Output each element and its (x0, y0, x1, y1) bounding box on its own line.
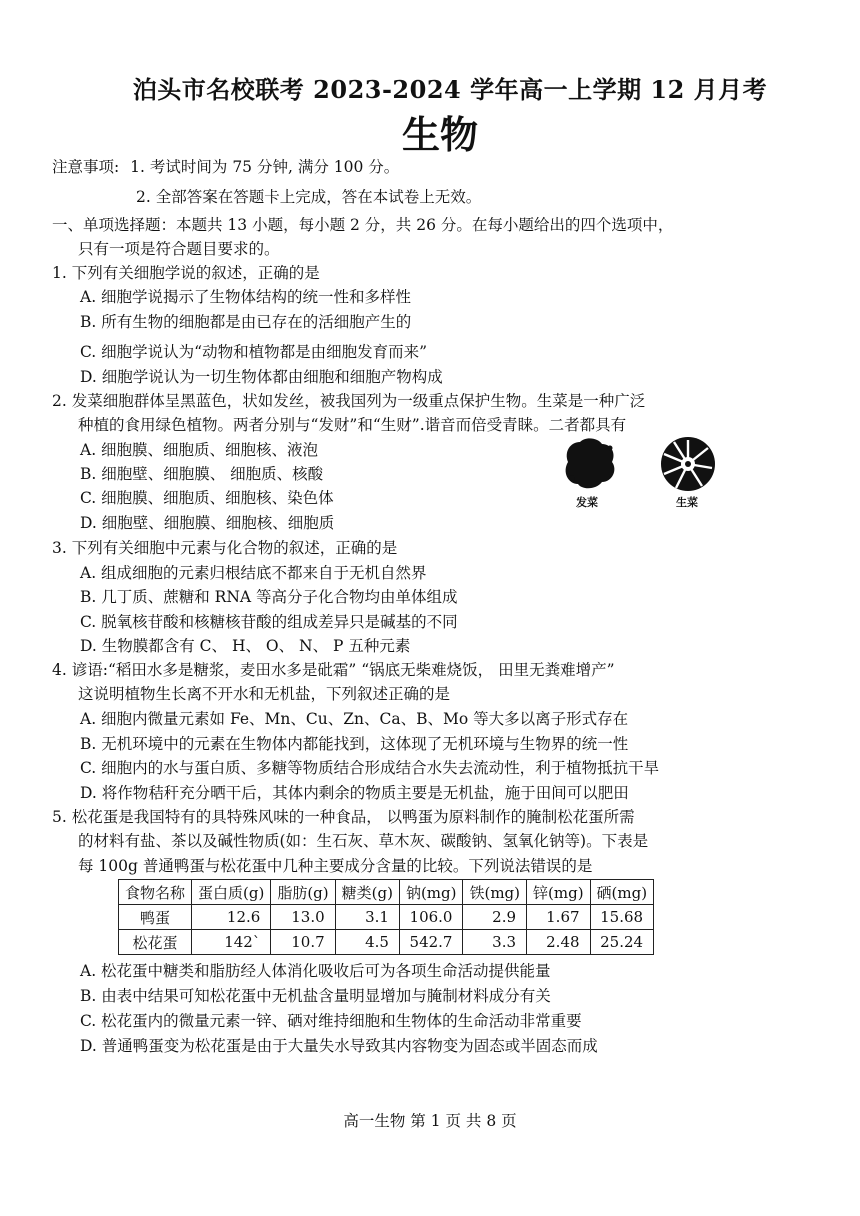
question-3-stem: 3. 下列有关细胞中元素与化合物的叙述，正确的是 (52, 539, 398, 557)
nutrition-table (118, 879, 654, 955)
question-2-option-a: A. 细胞膜、细胞质、细胞核、液泡 (80, 441, 319, 459)
table-row (119, 930, 654, 955)
question-5-option-c: C. 松花蛋内的微量元素一锌、硒对维持细胞和生物体的生命活动非常重要 (80, 1012, 582, 1030)
table-row (119, 905, 654, 930)
table-cell: 3.3 (463, 930, 527, 955)
question-2-stem-cont: 种植的食用绿色植物。两者分别与“发财”和“生财”.谐音而倍受青睐。二者都具有 (78, 416, 627, 434)
question-1-option-b: B. 所有生物的细胞都是由已存在的活细胞产生的 (80, 313, 412, 331)
table-cell: 25.24 (590, 930, 654, 955)
table-cell: 13.0 (271, 905, 335, 930)
question-1-option-d: D. 细胞学说认为一切生物体都由细胞和细胞产物构成 (80, 368, 443, 386)
table-header-cell: 铁(mg) (463, 880, 527, 905)
table-cell: 12.6 (192, 905, 271, 930)
sheng-cai-image (661, 437, 715, 491)
table-header-cell: 硒(mg) (590, 880, 654, 905)
question-2-option-c: C. 细胞膜、细胞质、细胞核、染色体 (80, 489, 334, 507)
fa-cai-image (566, 438, 615, 488)
table-cell: 142` (192, 930, 271, 955)
table-header-cell: 蛋白质(g) (192, 880, 271, 905)
question-4-option-d: D. 将作物秸秆充分晒干后，其体内剩余的物质主要是无机盐，施于田间可以肥田 (80, 784, 629, 802)
question-4-option-c: C. 细胞内的水与蛋白质、多糖等物质结合形成结合水失去流动性，利于植物抵抗干旱 (80, 759, 660, 777)
table-header-cell: 食物名称 (119, 880, 192, 905)
section-heading: 一、单项选择题：本题共 13 小题，每小题 2 分，共 26 分。在每小题给出的四个选项中， (52, 216, 674, 234)
question-5-stem: 5. 松花蛋是我国特有的具特殊风味的一种食品， 以鸭蛋为原料制作的腌制松花蛋所需 (52, 808, 635, 826)
fa-cai-label: 发菜 (576, 496, 598, 509)
question-3-option-a: A. 组成细胞的元素归根结底不都来自于无机自然界 (80, 564, 427, 582)
question-1-option-c: C. 细胞学说认为“动物和植物都是由细胞发育而来” (80, 343, 428, 361)
question-5-stem-cont: 的材料有盐、茶以及碱性物质(如：生石灰、草木灰、碳酸钠、氢氧化钠等)。下表是 (78, 832, 649, 850)
subject-title: 生物 (401, 112, 478, 157)
question-2-option-b: B. 细胞壁、细胞膜、 细胞质、核酸 (80, 465, 324, 483)
page-footer: 高一生物 第 1 页 共 8 页 (343, 1112, 517, 1130)
table-cell: 106.0 (399, 905, 463, 930)
question-5-stem-cont: 每 100g 普通鸭蛋与松花蛋中几种主要成分含量的比较。下列说法错误的是 (78, 857, 593, 875)
table-cell: 1.67 (527, 905, 591, 930)
organism-illustrations (556, 434, 736, 496)
table-header-cell: 脂肪(g) (271, 880, 335, 905)
table-cell: 15.68 (590, 905, 654, 930)
table-cell: 2.9 (463, 905, 527, 930)
notes-line-1 (52, 156, 399, 178)
table-cell: 松花蛋 (119, 930, 192, 955)
table-header-cell: 钠(mg) (399, 880, 463, 905)
note-item: 2. 全部答案在答题卡上完成，答在本试卷上无效。 (136, 188, 482, 206)
question-2-stem: 2. 发菜细胞群体呈黑蓝色，状如发丝，被我国列为一级重点保护生物。生菜是一种广泛 (52, 392, 646, 410)
table-cell: 3.1 (335, 905, 399, 930)
question-3-option-c: C. 脱氧核苷酸和核糖核苷酸的组成差异只是碱基的不同 (80, 613, 458, 631)
question-3-option-b: B. 几丁质、蔗糖和 RNA 等高分子化合物均由单体组成 (80, 588, 458, 606)
nostoc-lettuce-figure (556, 434, 736, 514)
question-4-stem-cont: 这说明植物生长离不开水和无机盐，下列叙述正确的是 (78, 685, 451, 703)
exam-title: 泊头市名校联考 2023-2024 学年高一上学期 12 月月考 (132, 75, 768, 104)
question-1-stem: 1. 下列有关细胞学说的叙述，正确的是 (52, 264, 320, 282)
sheng-cai-label: 生菜 (676, 496, 698, 509)
table-cell: 4.5 (335, 930, 399, 955)
note-item: 1. 考试时间为 75 分钟, 满分 100 分。 (130, 158, 400, 176)
question-4-option-b: B. 无机环境中的元素在生物体内都能找到，这体现了无机环境与生物界的统一性 (80, 735, 629, 753)
question-5-option-b: B. 由表中结果可知松花蛋中无机盐含量明显增加与腌制材料成分有关 (80, 987, 551, 1005)
table-header-cell: 糖类(g) (335, 880, 399, 905)
question-3-option-d: D. 生物膜都含有 C、 H、 O、 N、 P 五种元素 (80, 637, 411, 655)
question-4-option-a: A. 细胞内微量元素如 Fe、Mn、Cu、Zn、Ca、B、Mo 等大多以离子形式存在 (80, 710, 629, 728)
table-cell: 2.48 (527, 930, 591, 955)
notes-label: 注意事项: (52, 158, 120, 176)
question-1-option-a: A. 细胞学说揭示了生物体结构的统一性和多样性 (80, 288, 412, 306)
table-cell: 鸭蛋 (119, 905, 192, 930)
table-cell: 10.7 (271, 930, 335, 955)
question-2-option-d: D. 细胞壁、细胞膜、细胞核、细胞质 (80, 514, 335, 532)
question-4-stem: 4. 谚语:“稻田水多是糖浆，麦田水多是砒霜” “锅底无柴难烧饭， 田里无粪难增产” (52, 661, 615, 679)
table-cell: 542.7 (399, 930, 463, 955)
question-5-option-d: D. 普通鸭蛋变为松花蛋是由于大量失水导致其内容物变为固态或半固态而成 (80, 1037, 598, 1055)
section-heading-cont: 只有一项是符合题目要求的。 (78, 240, 280, 258)
question-5-option-a: A. 松花蛋中糖类和脂肪经人体消化吸收后可为各项生命活动提供能量 (80, 962, 551, 980)
table-header-cell: 锌(mg) (527, 880, 591, 905)
table-header-row (119, 880, 654, 905)
